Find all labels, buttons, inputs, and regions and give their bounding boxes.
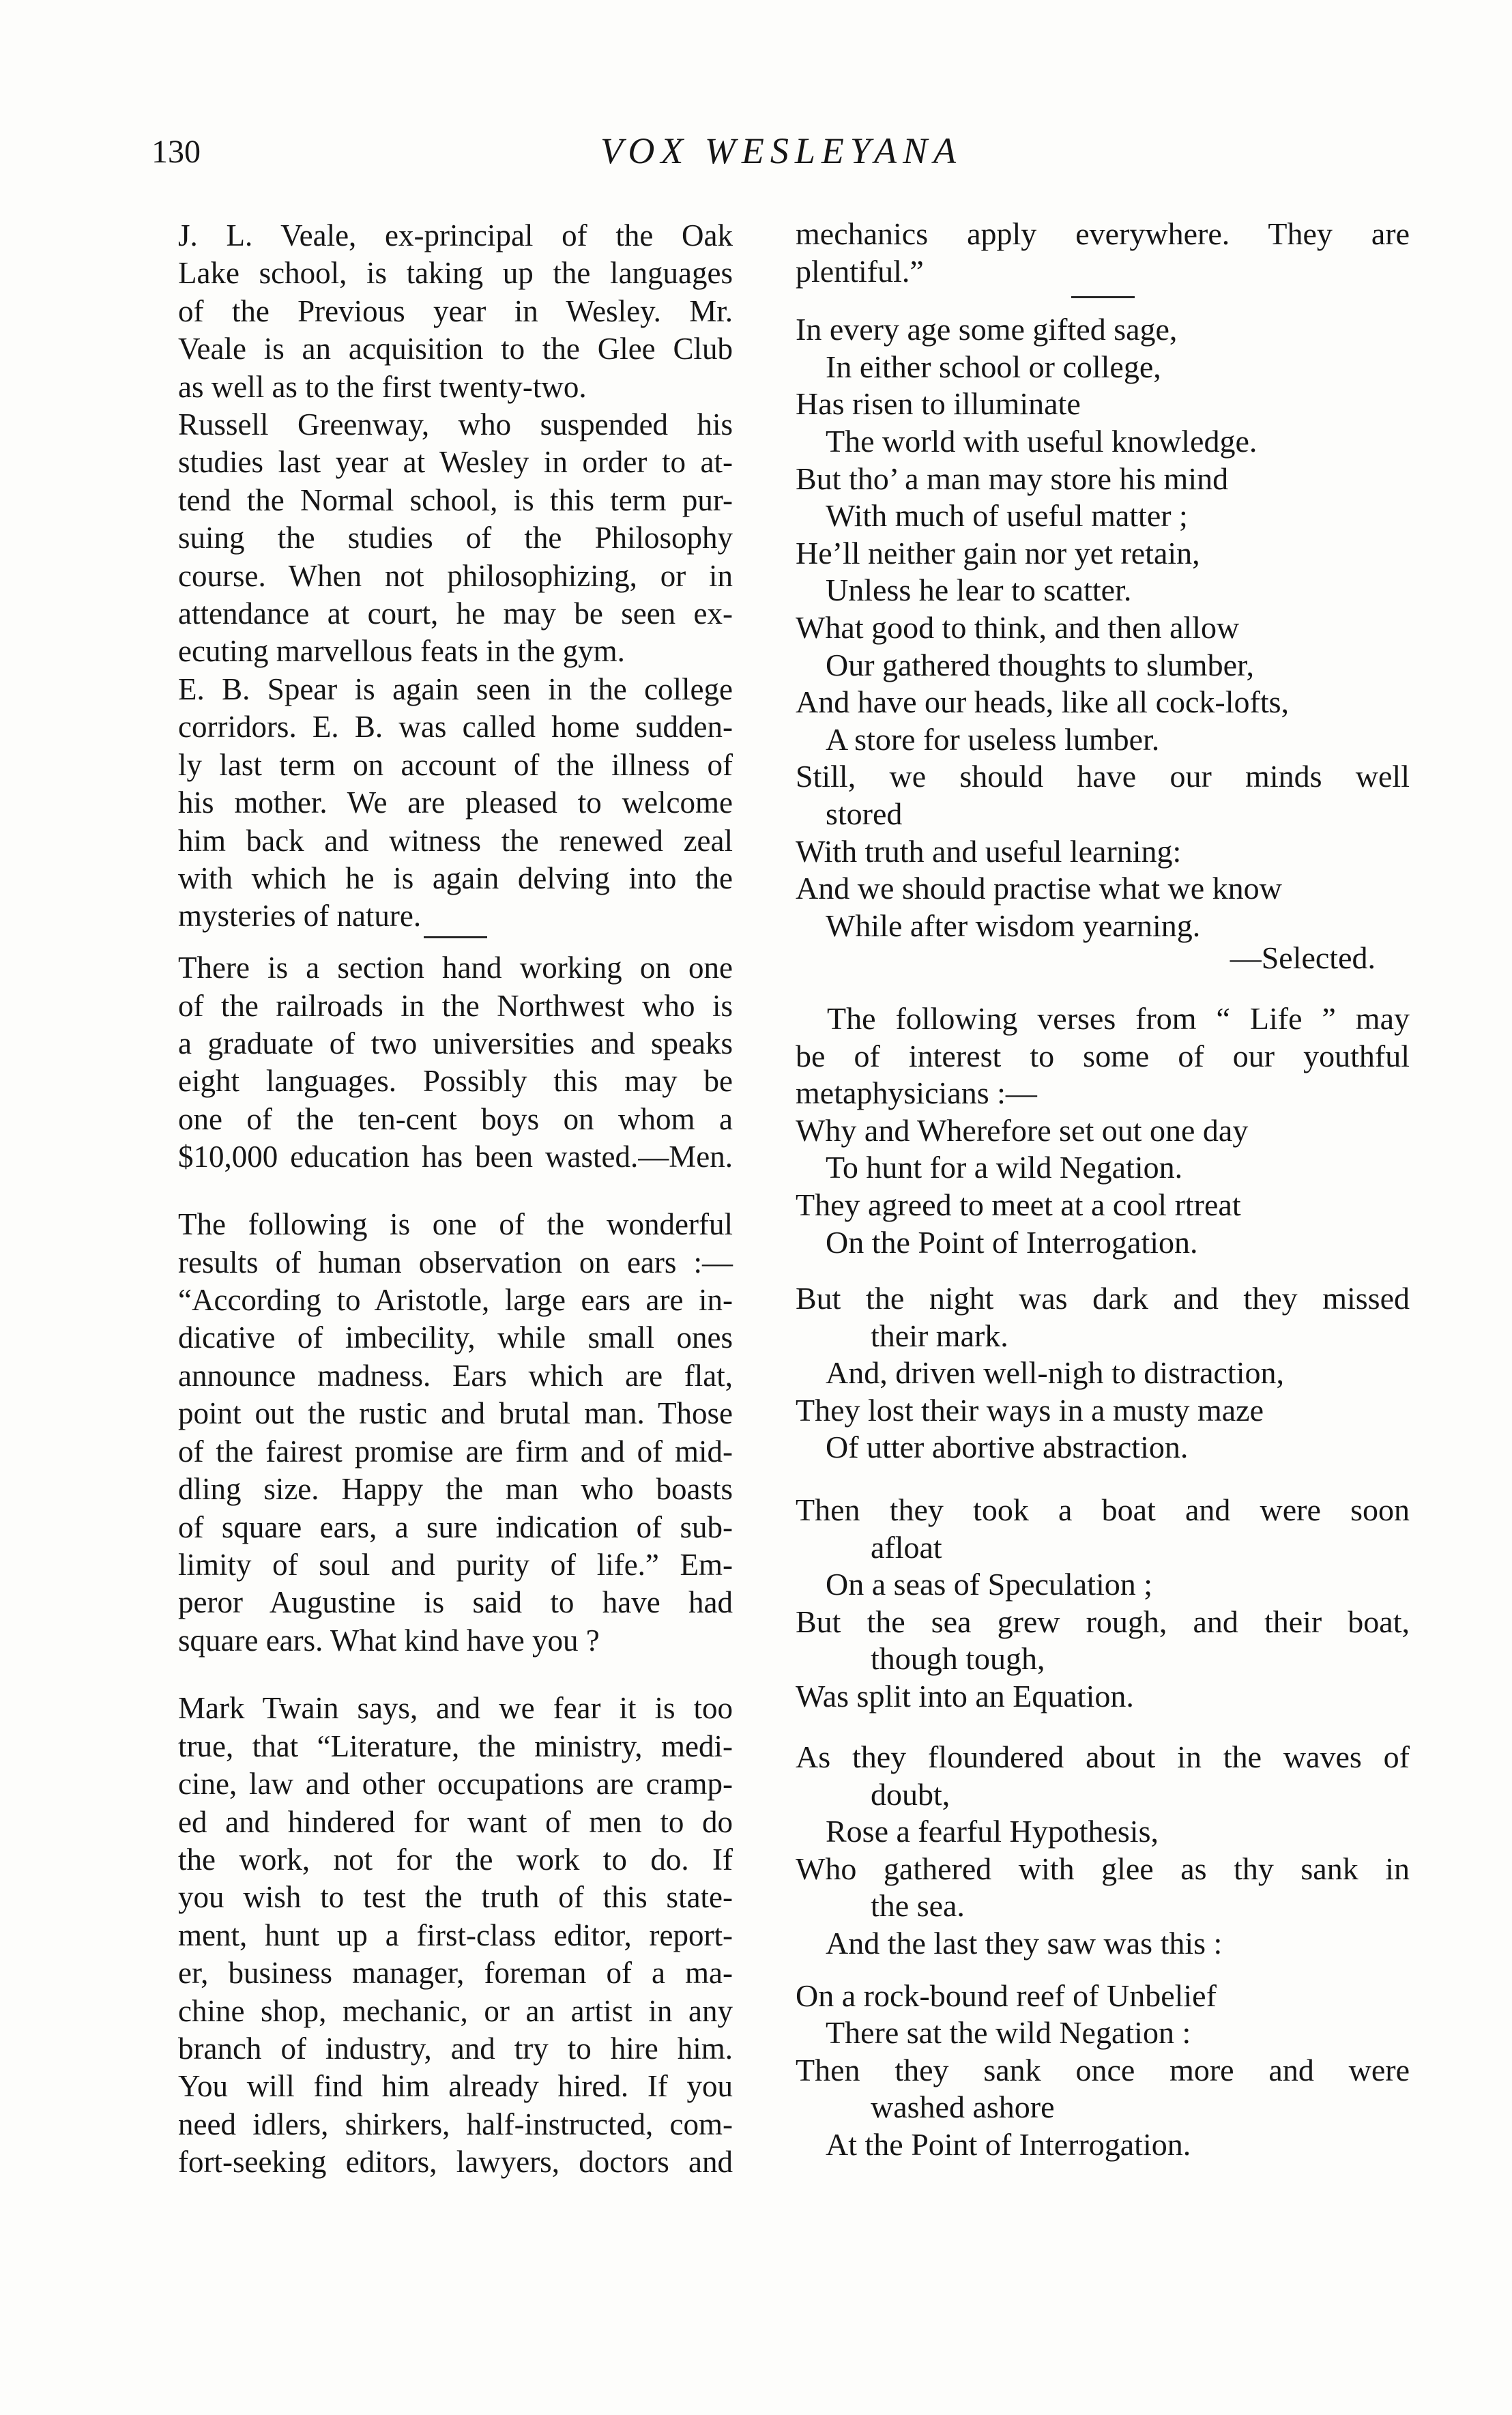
verse-line: And we should practise what we know (796, 871, 1282, 906)
text-line: him back and witness the renewed zeal (178, 823, 733, 858)
verse-line: And the last they saw was this : (826, 1925, 1223, 1961)
text-line: attendance at court, he may be seen ex- (178, 596, 733, 631)
stanza (796, 1739, 1410, 1963)
text-line: There is a section hand working on one (178, 951, 733, 985)
text-line: dling size. Happy the man who boasts (178, 1472, 733, 1507)
text-line: Lake school, is taking up the languages (178, 256, 733, 291)
text-line: You will find him already hired. If you (178, 2069, 733, 2104)
item-greenway (178, 406, 733, 671)
text-line: “According to Aristotle, large ears are in- (178, 1283, 733, 1318)
text-line: of square ears, a sure indication of sub- (178, 1509, 733, 1544)
verse-line: stored (826, 796, 903, 831)
page-number: 130 (151, 134, 201, 170)
text-line: the work, not for the work to do. If (178, 1842, 733, 1877)
verse-line: And, driven well-nigh to distraction, (826, 1355, 1284, 1391)
text-line: point out the rustic and brutal man. Those (178, 1396, 733, 1431)
verse-line: Then they took a boat and were soon (796, 1492, 1410, 1527)
text-line: of the railroads in the Northwest who is (178, 988, 733, 1023)
text-line: eight languages. Possibly this may be (178, 1064, 733, 1099)
verse-line: washed ashore (871, 2089, 1055, 2125)
text-line: you wish to test the truth of this state- (178, 1880, 733, 1915)
verse-line: In either school or college, (826, 349, 1161, 384)
verse-line: the sea. (871, 1888, 965, 1924)
verse-line: As they floundered about in the waves of (796, 1739, 1410, 1774)
verse-line: doubt, (871, 1776, 950, 1812)
verse-line: But the sea grew rough, and their boat, (796, 1604, 1410, 1639)
text-line: The following verses from “ Life ” may (827, 1001, 1410, 1037)
text-line: his mother. We are pleased to welcome (178, 785, 733, 820)
text-line: need idlers, shirkers, half-instructed, com- (178, 2107, 733, 2141)
stanza (796, 1978, 1410, 2164)
text-line: peror Augustine is said to have had (178, 1585, 733, 1620)
text-line: course. When not philosophizing, or in (178, 558, 733, 593)
verse-line: With truth and useful learning: (796, 833, 1182, 869)
verse-line: But tho’ a man may store his mind (796, 461, 1229, 496)
verse-line: Unless he lear to scatter. (826, 573, 1132, 608)
text-line: er, business manager, foreman of a ma- (178, 1956, 733, 1991)
item-ears (178, 1206, 733, 1660)
text-line: $10,000 education has been wasted.—Men. (178, 1140, 733, 1174)
text-line: Russell Greenway, who suspended his (178, 407, 733, 442)
item-twain-continued (796, 216, 1410, 290)
stanza (796, 1280, 1410, 1466)
verse-line: Rose a fearful Hypothesis, (826, 1814, 1159, 1849)
text-line: true, that “Literature, the ministry, medi- (178, 1729, 733, 1763)
text-line: studies last year at Wesley in order to at- (178, 445, 733, 480)
verse-line: The world with useful knowledge. (826, 423, 1257, 459)
section-divider (424, 936, 487, 938)
attribution: —Selected. (1230, 940, 1376, 976)
text-line: be of interest to some of our youthful (796, 1038, 1410, 1073)
item-veale (178, 217, 733, 406)
verse-line: He’ll neither gain nor yet retain, (796, 535, 1200, 570)
verse-line: Was split into an Equation. (796, 1678, 1134, 1713)
text-line: announce madness. Ears which are flat, (178, 1358, 733, 1393)
text-line: with which he is again delving into the (178, 861, 733, 895)
text-line: a graduate of two universities and speaks (178, 1026, 733, 1061)
verse-line: afloat (871, 1529, 942, 1565)
verse-line: their mark. (871, 1318, 1008, 1353)
left-column (178, 217, 733, 2182)
text-line: mechanics apply everywhere. They are (796, 216, 1410, 251)
text-line: branch of industry, and try to hire him. (178, 2031, 733, 2066)
verse-line: Has risen to illuminate (796, 386, 1081, 422)
item-twain (178, 1690, 733, 2181)
verse-line: What good to think, and then allow (796, 609, 1240, 645)
poem-selected (796, 311, 1410, 977)
text-line: The following is one of the wonderful (178, 1207, 733, 1242)
verse-line: though tough, (871, 1641, 1045, 1677)
text-line: limity of soul and purity of life.” Em- (178, 1547, 733, 1582)
verse-line: While after wisdom yearning. (826, 908, 1201, 943)
verse-line: A store for useless lumber. (826, 721, 1160, 757)
text-line: as well as to the first twenty-two. (178, 369, 587, 404)
text-line: chine shop, mechanic, or an artist in any (178, 1993, 733, 2028)
verse-line: Who gathered with glee as thy sank in (796, 1851, 1410, 1886)
verse-line: To hunt for a wild Negation. (826, 1150, 1183, 1185)
text-line: Veale is an acquisition to the Glee Club (178, 332, 733, 366)
text-line: ed and hindered for want of men to do (178, 1804, 733, 1839)
text-line: plentiful.” (796, 253, 924, 289)
text-line: ment, hunt up a first-class editor, report- (178, 1918, 733, 1952)
text-line: Mark Twain says, and we fear it is too (178, 1691, 733, 1726)
text-line: one of the ten-cent boys on whom a (178, 1101, 733, 1136)
right-column (796, 216, 1410, 2163)
running-head: VOX WESLEYANA (600, 130, 963, 171)
text-line: corridors. E. B. was called home sudden- (178, 710, 733, 744)
verse-line: On a seas of Speculation ; (826, 1567, 1153, 1602)
item-life-verses (796, 1000, 1410, 2163)
verse-line: Our gathered thoughts to slumber, (826, 647, 1254, 682)
text-line: results of human observation on ears :— (178, 1245, 733, 1279)
text-line: square ears. What kind have you ? (178, 1623, 600, 1658)
text-line: metaphysicians :— (796, 1075, 1037, 1111)
verse-line: They lost their ways in a musty maze (796, 1392, 1264, 1428)
text-line: mysteries of nature. (178, 899, 422, 934)
item-spear (178, 671, 733, 936)
verse-line: At the Point of Interrogation. (826, 2126, 1191, 2162)
stanza (796, 1492, 1410, 1716)
verse-line: Of utter abortive abstraction. (826, 1430, 1189, 1465)
text-line: of the Previous year in Wesley. Mr. (178, 293, 733, 328)
text-line: of the fairest promise are firm and of mid- (178, 1434, 733, 1469)
text-line: cine, law and other occupations are cramp- (178, 1767, 733, 1802)
item-section-hand (178, 949, 733, 1176)
verse-line: Then they sank once more and were (796, 2052, 1410, 2087)
text-line: suing the studies of the Philosophy (178, 521, 733, 555)
verse-line: And have our heads, like all cock-lofts, (796, 684, 1289, 720)
stanza (796, 1112, 1410, 1261)
verse-line: They agreed to meet at a cool rtreat (796, 1187, 1241, 1223)
text-line: ecuting marvellous feats in the gym. (178, 634, 625, 669)
verse-line: On a rock-bound reef of Unbelief (796, 1978, 1217, 2013)
verse-line: There sat the wild Negation : (826, 2015, 1191, 2051)
text-line: J. L. Veale, ex-principal of the Oak (178, 218, 733, 252)
text-line: ly last term on account of the illness of (178, 747, 733, 782)
verse-line: Why and Wherefore set out one day (796, 1112, 1249, 1148)
text-line: fort-seeking editors, lawyers, doctors and (178, 2145, 733, 2180)
verse-line: In every age some gifted sage, (796, 312, 1178, 347)
text-line: dicative of imbecility, while small ones (178, 1320, 733, 1355)
verse-line: Still, we should have our minds well (796, 759, 1410, 794)
verse-line: On the Point of Interrogation. (826, 1224, 1198, 1260)
text-line: E. B. Spear is again seen in the college (178, 671, 733, 706)
verse-line: With much of useful matter ; (826, 498, 1188, 534)
text-line: tend the Normal school, is this term pur- (178, 482, 733, 517)
section-divider (1071, 296, 1135, 298)
verse-line: But the night was dark and they missed (796, 1281, 1410, 1316)
